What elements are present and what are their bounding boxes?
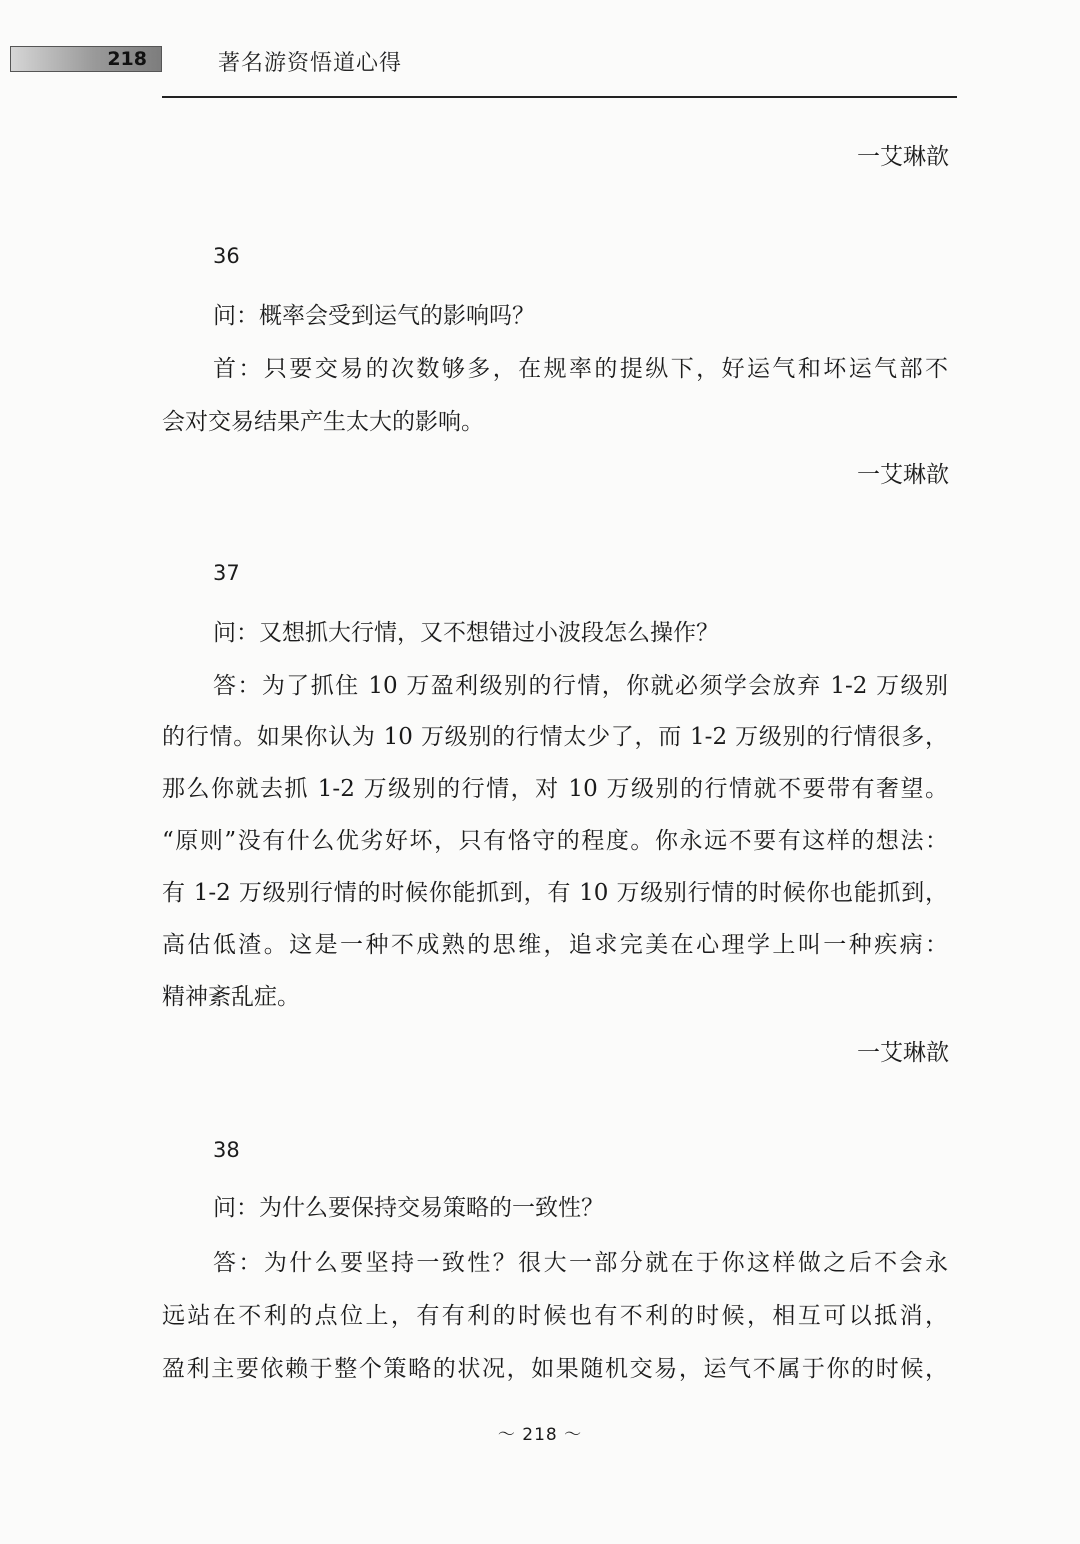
answer-line: 精神紊乱症。 <box>162 984 300 1010</box>
question: 问：概率会受到运气的影响吗？ <box>213 303 535 329</box>
answer-line: 那么你就去抓 1-2 万级别的行情，对 10 万级别的行情就不要带有奢望。 <box>162 776 948 802</box>
page-number: 218 <box>107 48 147 70</box>
answer-line: 盈利主要依赖于整个策略的状况，如果随机交易，运气不属于你的时候， <box>162 1356 948 1382</box>
answer-line: “原则”没有什么优劣好坏，只有恪守的程度。你永远不要有这样的想法： <box>162 828 948 854</box>
answer-line: 首：只要交易的次数够多，在规率的提纵下，好运气和坏运气部不 <box>213 356 948 382</box>
answer-line: 远站在不利的点位上，有有利的时候也有不利的时候，相互可以抵消， <box>162 1303 948 1329</box>
header-rule <box>162 96 957 98</box>
question: 问：为什么要保持交易策略的一致性？ <box>213 1195 604 1221</box>
answer-line: 答：为什么要坚持一致性？很大一部分就在于你这样做之后不会永 <box>213 1250 948 1276</box>
answer-line: 答：为了抓住 10 万盈利级别的行情，你就必须学会放弃 1-2 万级别 <box>213 673 948 699</box>
section-number: 38 <box>213 1138 240 1162</box>
book-title: 著名游资悟道心得 <box>218 51 403 76</box>
answer-line: 的行情。如果你认为 10 万级别的行情太少了，而 1-2 万级别的行情很多， <box>162 724 948 750</box>
page-number-badge <box>10 46 162 72</box>
signature: 一艾琳歆 <box>857 462 949 488</box>
answer-line: 有 1-2 万级别行情的时候你能抓到，有 10 万级别行情的时候你也能抓到， <box>162 880 948 906</box>
section-number: 37 <box>213 561 240 585</box>
answer-line: 会对交易结果产生太大的影响。 <box>162 409 484 435</box>
signature: 一艾琳歆 <box>857 1040 949 1066</box>
signature: 一艾琳歆 <box>857 144 949 170</box>
question: 问：又想抓大行情，又不想错过小波段怎么操作？ <box>213 620 719 646</box>
page-footer: ～ 218 ～ <box>497 1425 583 1445</box>
section-number: 36 <box>213 244 240 268</box>
answer-line: 高估低渣。这是一种不成熟的思维，追求完美在心理学上叫一种疾病： <box>162 932 948 958</box>
